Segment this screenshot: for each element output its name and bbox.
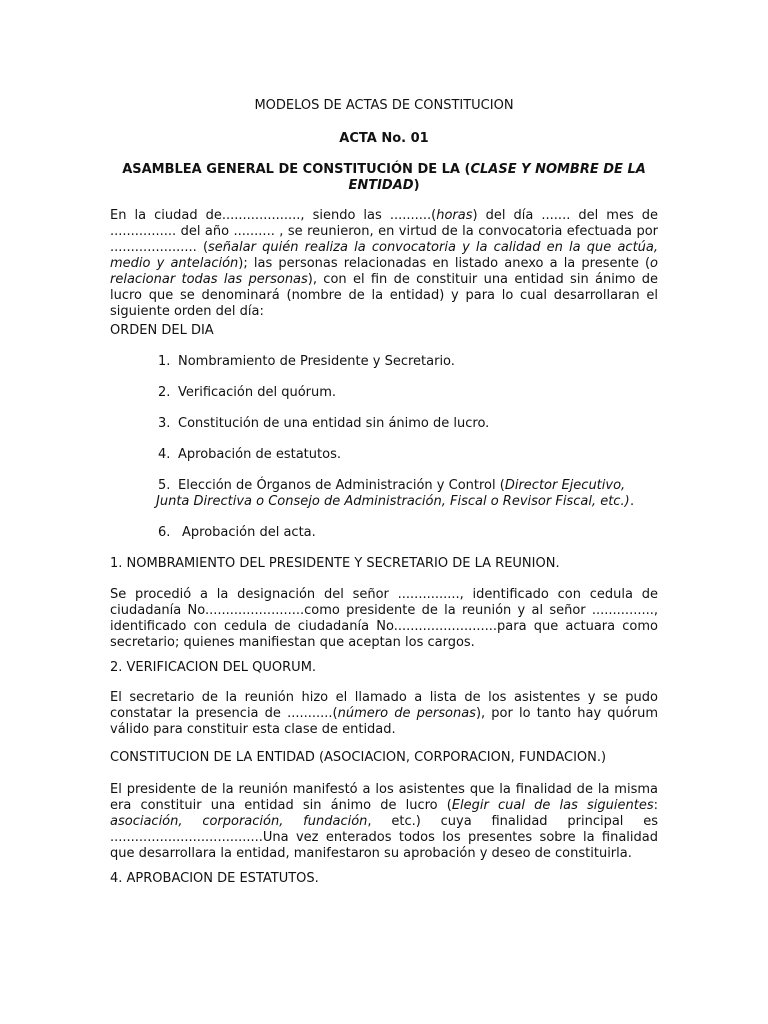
section-3-text-1: El presidente de la reunión manifestó a los asistentes que la finalidad de la misma era constituir una entidad sin ánimo de lucro (	[110, 782, 658, 813]
section-3-body	[110, 782, 658, 862]
section-2-italic: número de personas	[337, 706, 476, 721]
agenda-item-period: .	[630, 494, 635, 509]
subtitle-suffix: )	[413, 178, 420, 193]
section-3-heading: CONSTITUCION DE LA ENTIDAD (ASOCIACION, CORPORACION, FUNDACION.)	[110, 750, 607, 765]
agenda-item	[158, 416, 658, 432]
section-3-italic-2: asociación, corporación, fundación	[110, 814, 368, 829]
agenda-item-text: Elección de Órganos de Administración y Control (	[178, 478, 505, 493]
section-3-text-2: :	[653, 798, 658, 813]
agenda-item-number: 5.	[158, 478, 171, 493]
agenda-item	[158, 525, 658, 541]
section-2-text-2: ), por lo tanto hay quórum válido para constituir esta clase de entidad.	[110, 706, 658, 737]
intro-text-3: ); las personas relacionadas en listado anexo a la presente (	[238, 256, 651, 271]
agenda-item	[158, 354, 658, 370]
subtitle-italic: CLASE Y NOMBRE DE LA ENTIDAD	[348, 162, 646, 193]
agenda-heading: ORDEN DEL DIA	[110, 323, 214, 338]
intro-text-4: ), con el fin de constituir una entidad sin ánimo de lucro que se denominará (nombre de la entidad) y para lo cual desarrollaran el siguiente orden del día:	[110, 272, 658, 319]
intro-italic-1: horas	[436, 208, 473, 223]
agenda-item-number: 2.	[158, 385, 171, 400]
section-2-heading: 2. VERIFICACION DEL QUORUM.	[110, 660, 317, 675]
agenda-item	[158, 447, 658, 463]
section-1-heading: 1. NOMBRAMIENTO DEL PRESIDENTE Y SECRETARIO DE LA REUNION.	[110, 556, 560, 571]
agenda-item-text: Nombramiento de Presidente y Secretario.	[178, 354, 455, 369]
section-3-text-3: , etc.) cuya finalidad principal es .....................................Una vez enterados todos los presentes sobre la finalidad que desarrollara la entidad, manifestaron su aprobación y deseo de constituirla.	[110, 814, 658, 861]
agenda-item-number: 1.	[158, 354, 171, 369]
agenda-item-text: Aprobación de estatutos.	[178, 447, 341, 462]
section-3-italic-1: Elegir cual de las siguientes	[451, 798, 654, 813]
acta-number: ACTA No. 01	[339, 131, 429, 146]
agenda-item-italic: Director Ejecutivo,	[504, 478, 626, 493]
intro-text-1: En la ciudad de..................., siendo las ..........(	[110, 208, 437, 223]
intro-paragraph	[110, 208, 658, 320]
intro-italic-2: señalar quién realiza la convocatoria y la calidad en la que actúa, medio y antelación	[110, 240, 659, 271]
agenda-item-text: Verificación del quórum.	[178, 385, 337, 400]
intro-italic-3: o relacionar todas las personas	[110, 256, 658, 287]
section-1-body: Se procedió a la designación del señor ..............., identificado con cedula de ciudadanía No........................como presidente de la reunión y al señor ..............., identificado con cedula de ciudadanía No.........................para que actuara como secretario; quienes manifiestan que aceptan los cargos.	[110, 587, 658, 650]
agenda-item-text: Aprobación del acta.	[182, 525, 316, 540]
agenda-item-text: Constitución de una entidad sin ánimo de lucro.	[178, 416, 490, 431]
section-2-body	[110, 690, 658, 738]
agenda-item	[158, 478, 658, 510]
section-4-heading: 4. APROBACION DE ESTATUTOS.	[110, 871, 319, 886]
section-2-text-1: El secretario de la reunión hizo el llamado a lista de los asistentes y se pudo constatar la presencia de ...........(	[110, 690, 658, 721]
agenda-item	[158, 385, 658, 401]
agenda-item-number: 3.	[158, 416, 171, 431]
document-subtitle	[112, 162, 656, 194]
agenda-item-italic-continuation: Junta Directiva o Consejo de Administración, Fiscal o Revisor Fiscal, etc.)	[156, 494, 630, 509]
agenda-item-number: 4.	[158, 447, 171, 462]
intro-text-2: ) del día ....... del mes de ................ del año .......... , se reunieron, en virtud de la convocatoria efectuada por ..................... (	[110, 208, 659, 255]
agenda-item-number: 6.	[158, 525, 171, 540]
document-title: MODELOS DE ACTAS DE CONSTITUCION	[254, 98, 514, 113]
subtitle-prefix: ASAMBLEA GENERAL DE CONSTITUCIÓN DE LA (	[122, 162, 471, 177]
